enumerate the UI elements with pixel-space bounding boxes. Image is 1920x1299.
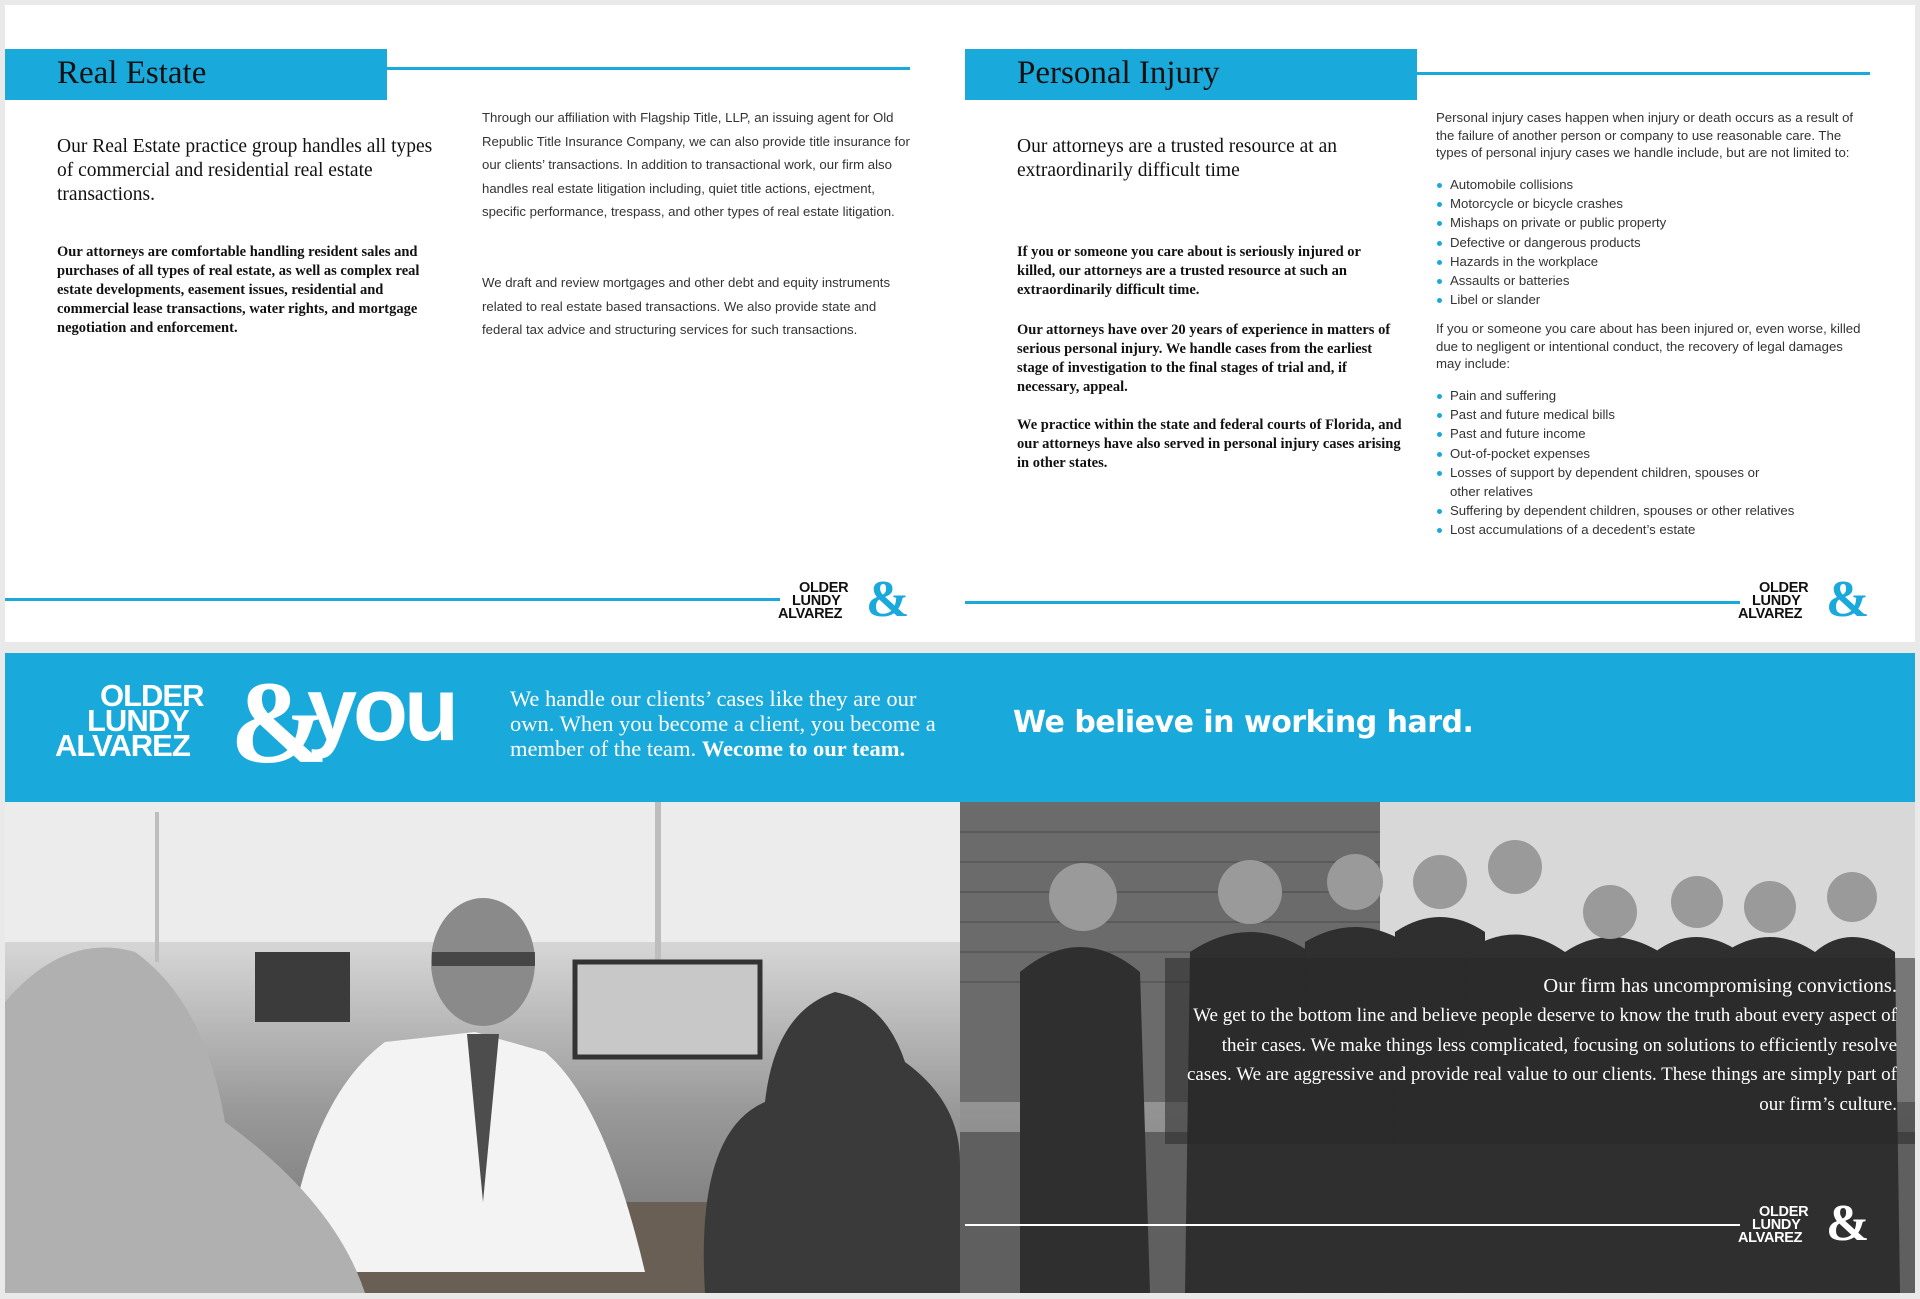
list-item: Hazards in the workplace (1436, 252, 1871, 271)
list-item: Defective or dangerous products (1436, 233, 1871, 252)
real-estate-lead: Our Real Estate practice group handles all types of commercial and residential real estate transactions. (57, 136, 433, 205)
firm-logo: OLDER LUNDY ALVAREZ & (1738, 1195, 1870, 1252)
list-item: Automobile collisions (1436, 175, 1871, 194)
list-item: Lost accumulations of a decedent’s estate (1436, 520, 1796, 539)
footer-rule (965, 601, 1740, 604)
list-item: Assaults or batteries (1436, 271, 1871, 290)
firm-logo: OLDER LUNDY ALVAREZ & (778, 571, 910, 628)
team-photo (960, 802, 1915, 1293)
list-item: Out-of-pocket expenses (1436, 444, 1796, 463)
footer-rule (965, 1224, 1740, 1226)
personal-injury-lead: Our attorneys are a trusted resource at an extraordinarily difficult time (1017, 136, 1337, 181)
list-item: Past and future medical bills (1436, 405, 1796, 424)
personal-injury-intro: Personal injury cases happen when injury or death occurs as a result of the failure of another person or company to use reasonable care. The types of personal injury cases we handle include, but are not limited to: (1436, 110, 1854, 160)
you-wordmark: you (307, 660, 456, 760)
real-estate-title-tab (5, 49, 387, 100)
case-types-list (1436, 175, 1871, 309)
list-item: Motorcycle or bicycle crashes (1436, 194, 1871, 213)
real-estate-col2-p1: Through our affiliation with Flagship Title, LLP, an issuing agent for Old Republic Title Insurance Company, we can also provide title insurance for our clients’ transactions. In addition to transactional work, our firm also handles real estate litigation including, quiet title actions, ejectment, specific performance, trespass, and other types of real estate litigation. (482, 110, 910, 220)
list-item: Mishaps on private or public property (1436, 213, 1871, 232)
real-estate-panel (5, 5, 960, 642)
real-estate-col2-p2: We draft and review mortgages and other debt and equity instruments related to real estate based transactions. We also provide state and federal tax advice and structuring services for such transactions. (482, 275, 891, 338)
banner-headline: We believe in working hard. (1013, 705, 1474, 740)
convictions-overlay (1165, 958, 1915, 1144)
real-estate-body: Our attorneys are comfortable handling resident sales and purchases of all types of real estate, as well as complex real estate developments, easement issues, residential and commercial lease transactions, water rights, and mortgage negotiation and enforcement. (57, 244, 420, 336)
ampersand-mark: & (1826, 1195, 1870, 1252)
banner-quote: We handle our clients’ cases like they are our own. When you become a client, you become a member of the team. Wecome to our team. (510, 686, 936, 761)
title-rule (387, 67, 910, 70)
personal-injury-body-p2: Our attorneys have over 20 years of experience in matters of serious personal injury. We handle cases from the earliest stage of investigation to the final stages of trial and, if necessary, appeal. (1017, 322, 1391, 395)
footer-rule (5, 598, 780, 601)
real-estate-title: Real Estate (57, 55, 207, 91)
firm-logo: OLDER LUNDY ALVAREZ & (1738, 571, 1870, 628)
personal-injury-body-p1: If you or someone you care about is seriously injured or killed, our attorneys are a trusted resource at such an extraordinarily difficult time. (1017, 244, 1361, 298)
list-item: Libel or slander (1436, 290, 1871, 309)
convictions-first-line: Our firm has uncompromising convictions. (1543, 975, 1897, 997)
title-rule (1417, 72, 1870, 75)
client-meeting-photo (5, 802, 960, 1293)
list-item: Losses of support by dependent children, spouses or other relatives (1436, 463, 1766, 501)
list-item: Suffering by dependent children, spouses or other relatives (1436, 501, 1866, 520)
list-item: Pain and suffering (1436, 386, 1796, 405)
personal-injury-panel (960, 5, 1915, 642)
list-item: Past and future income (1436, 424, 1796, 443)
ampersand-mark: & (230, 657, 329, 788)
damages-list (1436, 386, 1796, 540)
logo-and-you: OLDER LUNDY ALVAREZ & you (55, 657, 456, 788)
meeting-illustration (5, 802, 960, 1293)
damages-intro: If you or someone you care about has been injured or, even worse, killed due to negligent or intentional conduct, the recovery of legal damages may include: (1436, 321, 1861, 371)
personal-injury-body-p3: We practice within the state and federal courts of Florida, and our attorneys have also served in personal injury cases arising in other states. (1017, 417, 1402, 471)
ampersand-mark: & (1826, 571, 1870, 628)
convictions-text (1177, 972, 1897, 1119)
ampersand-mark: & (866, 571, 910, 628)
personal-injury-title: Personal Injury (1017, 55, 1220, 91)
convictions-body: We get to the bottom line and believe people deserve to know the truth about every aspect of their cases. We make things less complicated, focusing on solutions to efficiently resolve cases. We are aggressive and provide real value to our clients. These things are simply part of our firm’s culture. (1186, 1005, 1897, 1115)
top-spread (5, 5, 1915, 642)
blue-banner (5, 653, 1915, 802)
bottom-spread (5, 653, 1915, 1293)
personal-injury-title-tab (965, 49, 1417, 100)
